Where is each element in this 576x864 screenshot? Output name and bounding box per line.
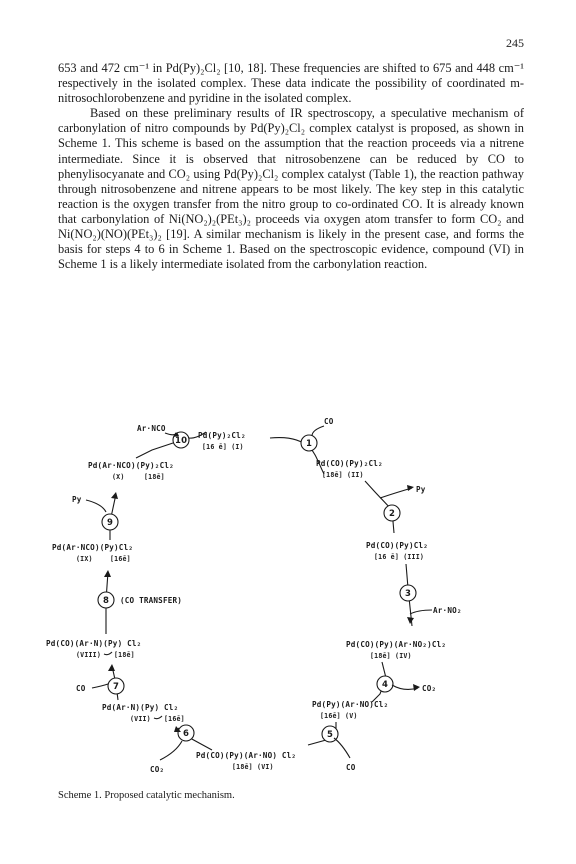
step-8-number: 8 <box>103 596 110 606</box>
step3-arrowhead <box>407 617 414 624</box>
step-7-number: 7 <box>113 682 120 692</box>
species-V-formula: Pd(Py)(Ar·NO)Cl₂ <box>312 700 389 709</box>
step-8-label: (CO TRANSFER) <box>120 596 183 605</box>
co2-right-arrowhead <box>413 684 420 691</box>
species-IX-tag-num: (IX) <box>76 555 93 563</box>
species-III-formula: Pd(CO)(Py)Cl₂ <box>366 541 429 550</box>
co-in-left-arrow <box>92 684 108 688</box>
step-1-number: 1 <box>306 439 313 449</box>
step9-arrowhead <box>111 492 118 499</box>
reagent-py-left: Py <box>72 495 82 504</box>
species-III-tag: [16 ē] (III) <box>374 553 425 561</box>
species-VI-formula: Pd(CO)(Py)(Ar·NO) Cl₂ <box>196 751 297 760</box>
step8-arrowhead <box>104 570 111 577</box>
step-10-number: 10 <box>175 436 188 446</box>
step-9-number: 9 <box>107 518 114 528</box>
reagent-co-left: CO <box>76 684 86 693</box>
species-X-tag-e: [18ē] <box>144 473 165 481</box>
step-6-number: 6 <box>183 729 190 739</box>
species-I-formula: Pd(Py)₂Cl₂ <box>198 431 246 440</box>
paragraph-2: Based on these preliminary results of IR spectroscopy, a speculative mechanism of carbonylation of nitro compounds by Pd(Py)₂Cl₂ complex catalyst is proposed, as shown in Scheme 1. This scheme is based on the assumption that the reaction proceeds via a nitrene intermediate. Since it is observed that nitrosobenzene can be reduced by CO to phenylisocyanate and CO₂ using Pd(Py)₂Cl₂ complex catalyst (Table 1), the reaction pathway through nitrosobenzene and nitrene appears to be most likely. The key step in this catalytic reaction is the oxygen transfer from the nitro group to co-ordinated CO. It is already known that carbonylation of Ni(NO₂)₂(PEt₃)₂ proceeds via oxygen atom transfer to form CO₂ and Ni(NO₂)(NO)(PEt₃)₂ [19]. A similar mechanism is likely in the present case, and forms the basis for steps 4 to 6 in Scheme 1. Based on the spectroscopic evidence, compound (VI) in Scheme 1 is a likely intermediate isolated from the carbonylation reaction. <box>58 106 524 272</box>
step7-arrowhead <box>108 664 115 671</box>
reagent-co2-right: CO₂ <box>422 684 437 693</box>
species-VII-tag-e: [16ē] <box>164 715 185 723</box>
species-VII-tag-num: (VII) <box>130 715 151 723</box>
step-4-number: 4 <box>382 680 389 690</box>
page-number: 245 <box>506 36 524 50</box>
species-VII-formula: Pd(Ar·N)(Py) Cl₂ <box>102 703 179 712</box>
reagent-arno2: Ar·NO₂ <box>433 606 462 615</box>
species-IV-formula: Pd(CO)(Py)(Ar·NO₂)Cl₂ <box>346 640 447 649</box>
scheme-caption: Scheme 1. Proposed catalytic mechanism. <box>58 790 235 801</box>
species-X-tag-num: (X) <box>112 473 125 481</box>
body-text <box>58 61 524 272</box>
co-in-bottom-arrow <box>334 738 350 758</box>
py-right-arrowhead <box>407 485 414 491</box>
py-in-left-arrow <box>86 500 106 512</box>
step-5-number: 5 <box>327 730 334 740</box>
step8-small-arrow <box>104 652 112 655</box>
py-out-arrow <box>380 488 412 498</box>
species-IX-tag-e: [16ē] <box>110 555 131 563</box>
catalytic-scheme-diagram <box>40 388 536 788</box>
species-VIII-formula: Pd(CO)(Ar·N)(Py) Cl₂ <box>46 639 142 648</box>
species-VI-tag: [18ē] (VI) <box>232 763 274 771</box>
arno2-in-arrow <box>410 610 432 614</box>
co-top-in-arrow <box>312 426 324 436</box>
paragraph-1: 653 and 472 cm⁻¹ in Pd(Py)₂Cl₂ [10, 18]. These frequencies are shifted to 675 and 448 cm⁻¹ respectively in the isolated complex. These data indicate the possibility of coordinated m-nitrosochlorobenzene and pyridine in the isolated complex. <box>58 61 524 106</box>
step10-cycle-arrow <box>136 443 173 458</box>
species-IV-tag: [18ē] (IV) <box>370 652 412 660</box>
step7-small-arrow <box>154 716 162 719</box>
step-2-number: 2 <box>389 509 396 519</box>
co2-out-bottom-arrow <box>160 741 182 760</box>
species-II-tag: [18ē] (II) <box>322 471 364 479</box>
species-II-formula: Pd(CO)(Py)₂Cl₂ <box>316 459 383 468</box>
reagent-arnco: Ar·NCO <box>137 424 166 433</box>
reagent-py-right: Py <box>416 485 426 494</box>
species-I-tag: [16 ē] (I) <box>202 443 244 451</box>
reagent-co-bottom-right: CO <box>346 763 356 772</box>
species-V-tag: [16ē] (V) <box>320 712 358 720</box>
step-3-number: 3 <box>405 589 412 599</box>
reagent-co2-bottom-left: CO₂ <box>150 765 165 774</box>
species-IX-formula: Pd(Ar·NCO)(Py)Cl₂ <box>52 543 134 552</box>
species-VIII-tag-e: [18ē] <box>114 651 135 659</box>
species-X-formula: Pd(Ar·NCO)(Py)₂Cl₂ <box>88 461 174 470</box>
species-VIII-tag-num: (VIII) <box>76 651 102 659</box>
reagent-co-top: CO <box>324 417 334 426</box>
arnco-out-arrow <box>165 433 176 435</box>
